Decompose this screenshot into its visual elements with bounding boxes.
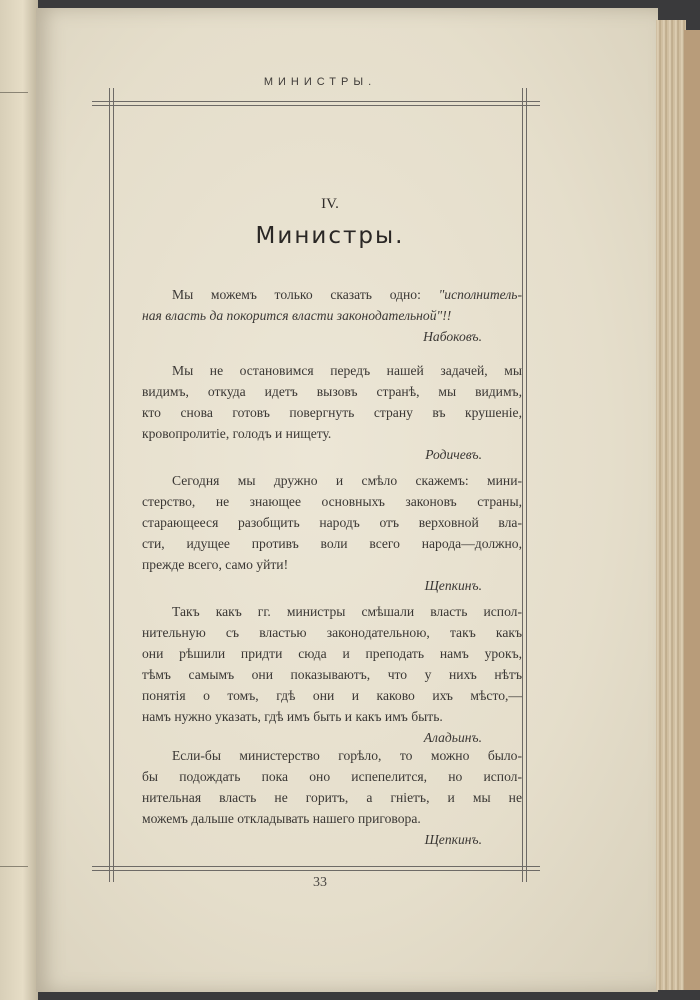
frame-right-rule-inner — [526, 88, 527, 882]
quote-line: кровопролитіе, голодъ и нищету. — [142, 426, 332, 441]
quote-author: Набоковъ. — [423, 329, 482, 344]
previous-page-edge — [0, 0, 38, 1000]
quote-text: Мы можемъ только сказать одно: — [172, 287, 439, 302]
previous-page-rule — [0, 92, 28, 93]
page-stack-edge — [656, 20, 686, 990]
quote-italic-text: ная власть да покорится власти законодательной"!! — [142, 308, 452, 323]
quote-line: кто снова готовъ повергнуть страну въ крушеніе, — [142, 405, 522, 420]
quote-block-2 — [142, 360, 522, 465]
frame-top-rule-inner — [92, 105, 540, 106]
quote-block-1 — [142, 284, 522, 347]
quote-line: сти, идущее противъ воли всего народа—должно, — [142, 536, 522, 551]
quote-author: Родичевъ. — [425, 447, 482, 462]
quote-line: тѣмъ самымъ они показываютъ, что у нихъ нѣтъ — [142, 667, 522, 682]
quote-block-4 — [142, 601, 522, 748]
page-number: 33 — [313, 875, 327, 890]
running-header: МИНИСТРЫ. — [263, 76, 377, 88]
quote-line: старающееся разобщить народъ отъ верховной вла- — [142, 515, 522, 530]
quote-line — [142, 305, 522, 326]
frame-bottom-rule — [92, 866, 540, 867]
chapter-number: IV. — [321, 196, 339, 212]
quote-block-5 — [142, 745, 522, 850]
quote-line: нительная власть не горитъ, а гніетъ, и мы не — [142, 790, 522, 805]
quote-italic-text: "исполнитель- — [438, 287, 522, 302]
previous-page-rule — [0, 866, 28, 867]
quote-line: нительную съ властью законодательною, такъ какъ — [142, 625, 522, 640]
frame-left-rule — [109, 88, 110, 882]
quote-line: Если-бы министерство горѣло, то можно было- — [172, 748, 522, 763]
quote-line: прежде всего, само уйти! — [142, 557, 289, 572]
quote-line: они рѣшили придти сюда и преподать намъ урокъ, — [142, 646, 522, 661]
quote-author: Щепкинъ. — [424, 832, 482, 847]
frame-left-rule-inner — [113, 88, 114, 882]
quote-line: Мы не остановимся передъ нашей задачей, мы — [172, 363, 522, 378]
quote-line: бы подождать пока оно испепелится, но испол- — [142, 769, 522, 784]
frame-top-rule — [92, 101, 540, 102]
quote-line: видимъ, откуда идетъ вызовъ странѣ, мы видимъ, — [142, 384, 522, 399]
quote-line: Такъ какъ гг. министры смѣшали власть испол- — [172, 604, 522, 619]
quote-line: стерство, не знающее основныхъ законовъ страны, — [142, 494, 522, 509]
quote-line — [142, 284, 522, 305]
quote-author: Аладьинъ. — [423, 730, 482, 745]
quote-line: намъ нужно указать, гдѣ имъ быть и какъ имъ быть. — [142, 709, 443, 724]
quote-author: Щепкинъ. — [424, 578, 482, 593]
quote-line: можемъ дальше откладывать нашего приговора. — [142, 811, 421, 826]
quote-line: Сегодня мы дружно и смѣло скажемъ: мини- — [172, 473, 522, 488]
book-cover-edge — [684, 30, 700, 990]
quote-line: понятія о томъ, гдѣ они и каково ихъ мѣсто,— — [142, 688, 522, 703]
frame-right-rule — [522, 88, 523, 882]
quote-block-3 — [142, 470, 522, 596]
frame-bottom-rule-inner — [92, 870, 540, 871]
chapter-title: Министры. — [255, 223, 405, 249]
